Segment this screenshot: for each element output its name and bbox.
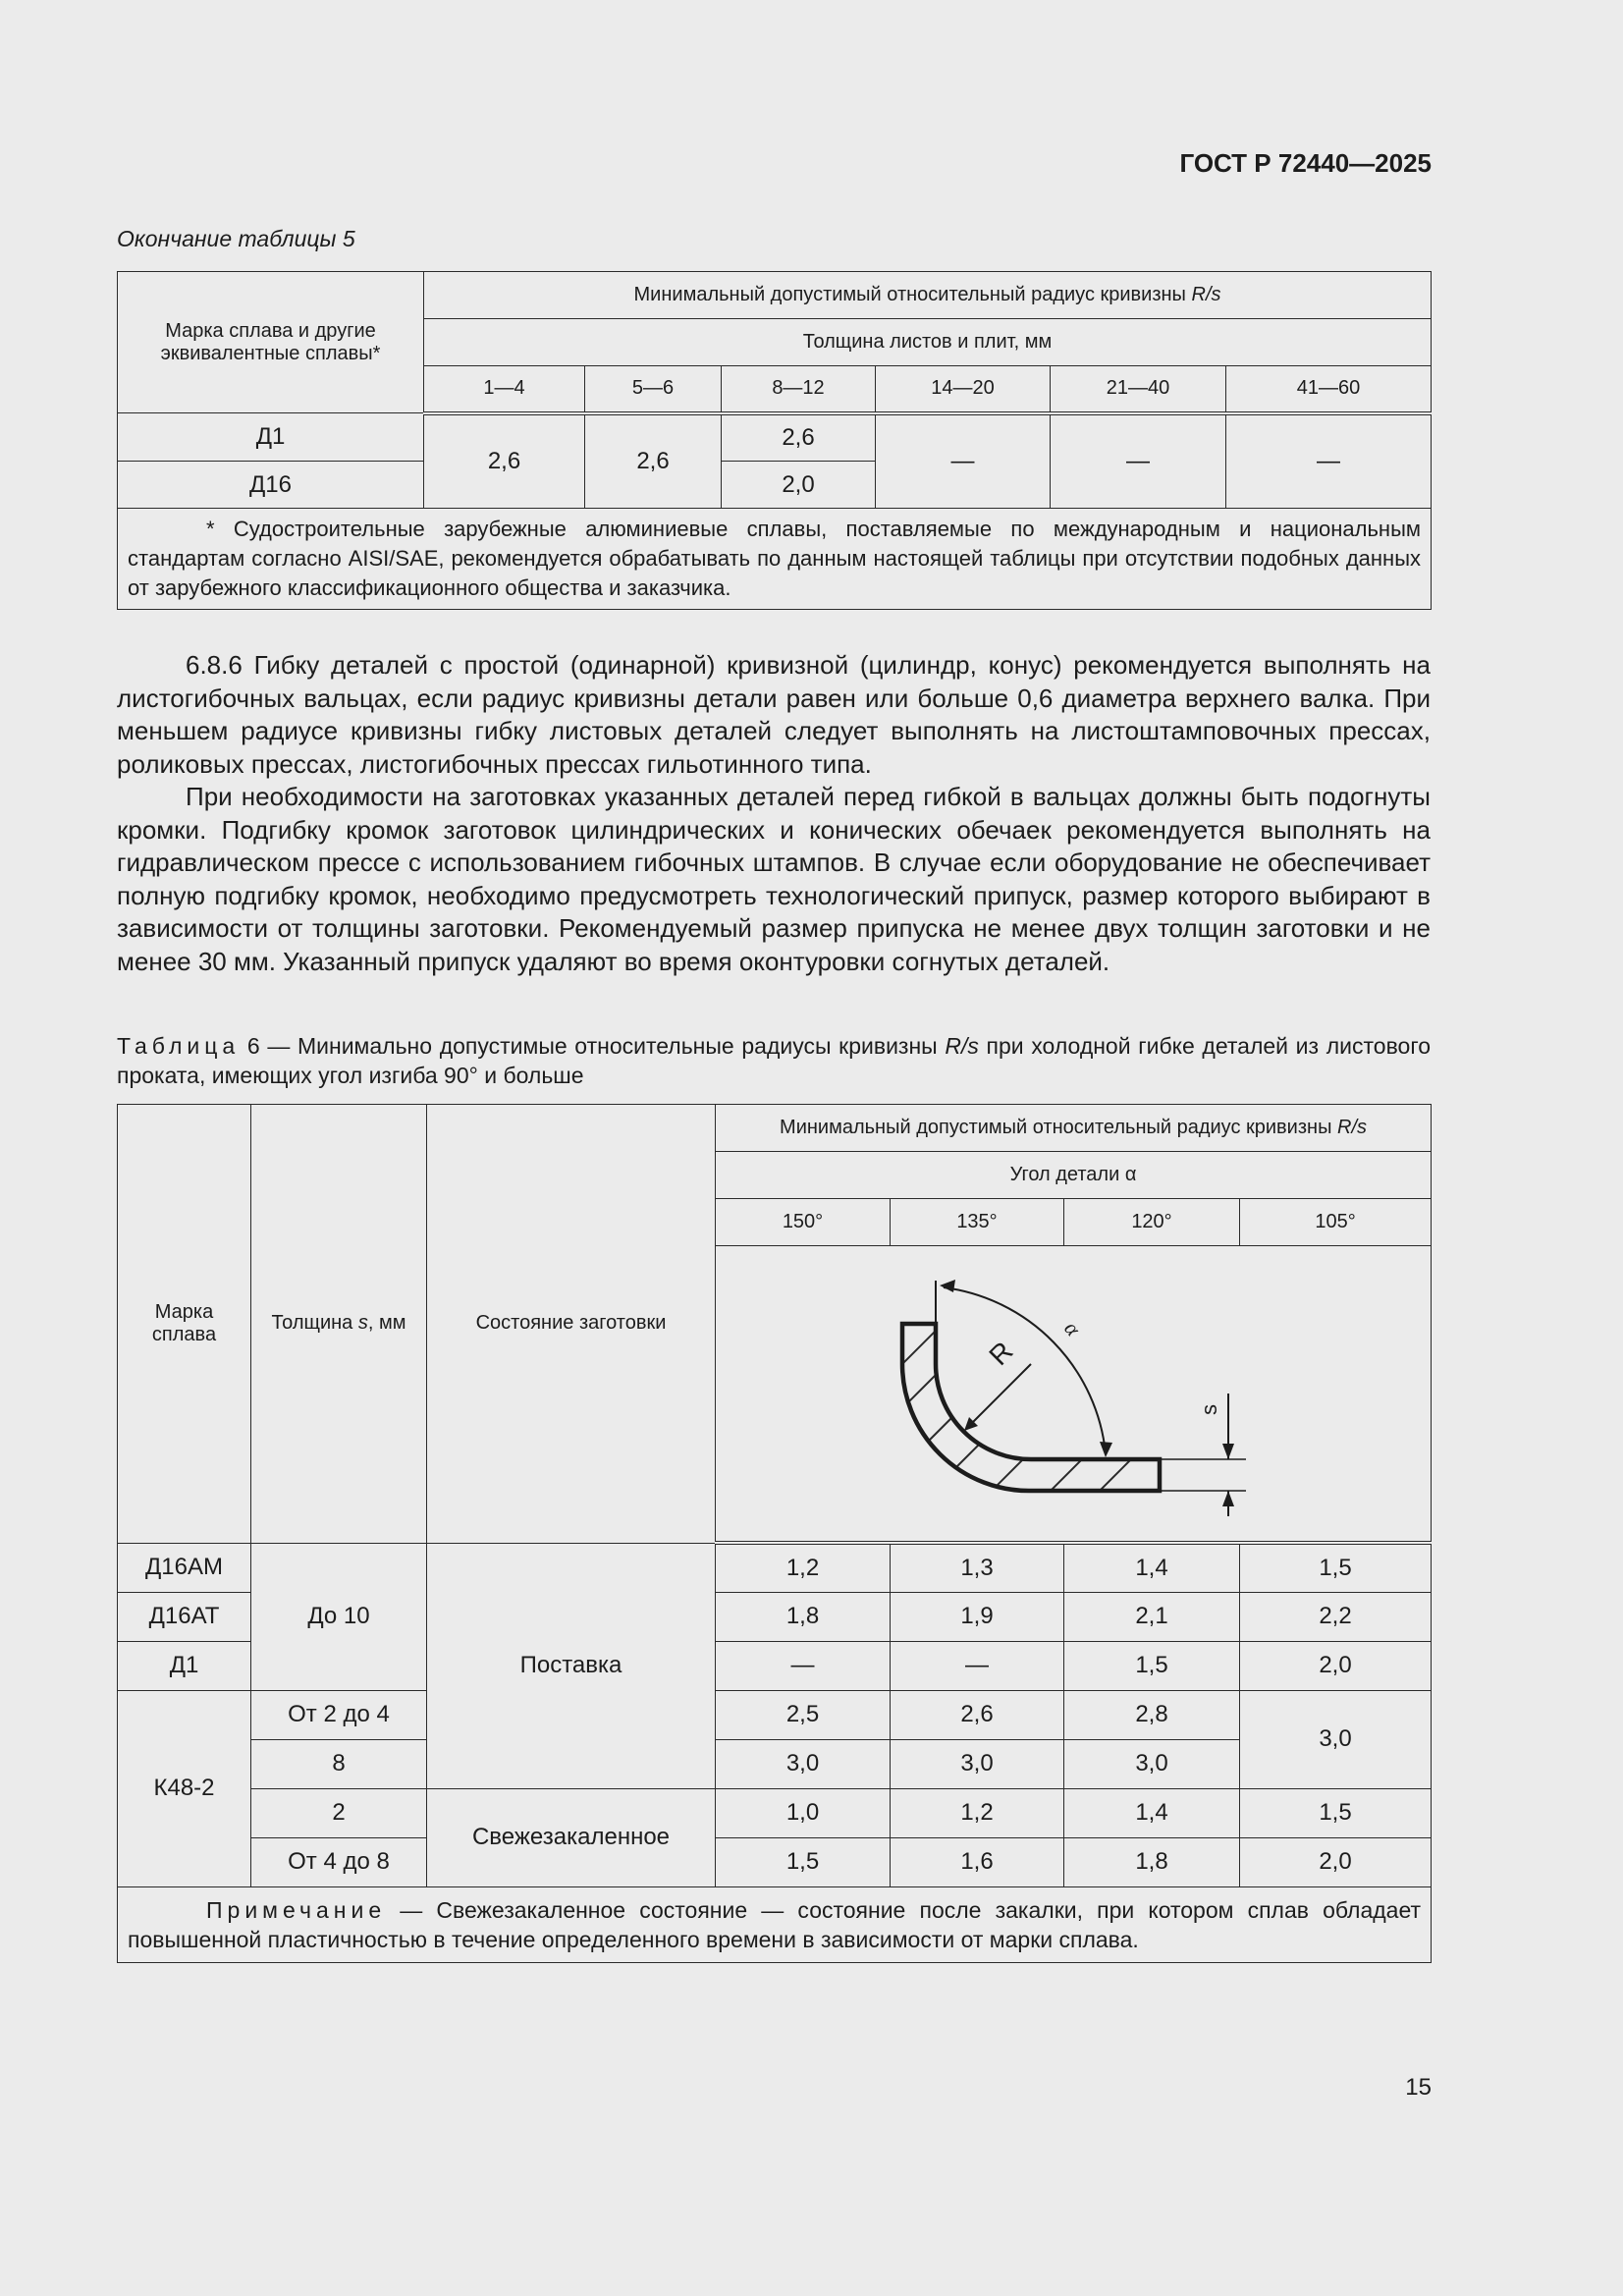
table6-thickness: 2 xyxy=(251,1788,427,1837)
table6-value: — xyxy=(891,1641,1064,1690)
table6-value: 1,5 xyxy=(1240,1788,1432,1837)
table6-note xyxy=(118,1886,1432,1962)
table6-thickness: От 4 до 8 xyxy=(251,1837,427,1886)
table6-caption-text-a: — Минимально допустимые относительные радиусы кривизны xyxy=(259,1033,946,1059)
table6-value: 1,6 xyxy=(891,1837,1064,1886)
table5-value: 2,0 xyxy=(722,462,876,509)
table5-caption: Окончание таблицы 5 xyxy=(117,226,355,251)
table6-angle-col: 150° xyxy=(716,1199,891,1246)
table6-value: — xyxy=(716,1641,891,1690)
table5-col-radius xyxy=(424,272,1432,319)
table5-value: 2,6 xyxy=(424,413,585,509)
table5-alloy-d1: Д1 xyxy=(118,413,424,462)
radius-label: R xyxy=(983,1336,1019,1372)
table5-value: 2,6 xyxy=(722,413,876,462)
table6-value: 3,0 xyxy=(891,1739,1064,1788)
table6-col-thickness xyxy=(251,1105,427,1544)
table6-value: 1,0 xyxy=(716,1788,891,1837)
table6-value: 3,0 xyxy=(1064,1739,1240,1788)
table6-value: 1,8 xyxy=(716,1592,891,1641)
table5-value: — xyxy=(876,413,1051,509)
table6-caption-text-b: при холодной гибке деталей из листового проката, имеющих угол изгиба 90° и больше xyxy=(117,1033,1431,1088)
table6-value: 2,8 xyxy=(1064,1690,1240,1739)
table5-thickness-col: 8—12 xyxy=(722,366,876,413)
table6-angle-col: 120° xyxy=(1064,1199,1240,1246)
table6-col-thickness-a: Толщина xyxy=(271,1312,358,1335)
bend-figure-cell xyxy=(716,1246,1432,1544)
page-number: 15 xyxy=(1405,2074,1432,2101)
table6-value: 1,9 xyxy=(891,1592,1064,1641)
table6-value: 1,5 xyxy=(1240,1543,1432,1592)
table6-alloy: Д16АМ xyxy=(118,1543,251,1592)
table6-thickness: От 2 до 4 xyxy=(251,1690,427,1739)
table5-col-radius-text: Минимальный допустимый относительный радиус кривизны xyxy=(633,284,1186,305)
table6-value: 2,0 xyxy=(1240,1837,1432,1886)
table6-col-radius xyxy=(716,1105,1432,1152)
table5-value: — xyxy=(1051,413,1226,509)
paragraph: 6.8.6 Гибку деталей с простой (одинарной) кривизной (цилиндр, конус) рекомендуется выполнять на листогибочных вальцах, если радиус кривизны детали равен или больше 0,6 диаметра верхнего валка. При меньшем радиусе кривизны гибку листовых деталей следует выполнять на листоштамповочных прессах, роликовых прессах, листогибочных прессах гильотинного типа. xyxy=(117,650,1431,779)
radius-line xyxy=(966,1364,1031,1429)
table5-thickness-col: 1—4 xyxy=(424,366,585,413)
table5-value: — xyxy=(1226,413,1432,509)
table5-footnote-text: * Судостроительные зарубежные алюминиевые сплавы, поставляемые по международным и национальным стандартам согласно AISI/SAE, рекомендуется обрабатывать по данным настоящей таблицы при отсутствии подобных данных от зарубежного классификационного общества и заказчика. xyxy=(128,517,1422,600)
table6-value: 1,5 xyxy=(716,1837,891,1886)
table6-value: 1,2 xyxy=(891,1788,1064,1837)
table5-thickness-col: 41—60 xyxy=(1226,366,1432,413)
table5-value: 2,6 xyxy=(585,413,722,509)
table6-value: 1,8 xyxy=(1064,1837,1240,1886)
table-5 xyxy=(117,271,1432,610)
table6-value: 1,5 xyxy=(1064,1641,1240,1690)
table6-note-text: — Свежезакаленное состояние — состояние после закалки, при котором сплав обладает повышенной пластичностью в течение определенного времени в зависимости от марки сплава. xyxy=(128,1896,1422,1952)
table5-col-radius-var: R/s xyxy=(1191,284,1221,305)
table6-col-state: Состояние заготовки xyxy=(427,1105,716,1544)
table5-col-alloy: Марка сплава и другие эквивалентные сплавы* xyxy=(118,272,424,413)
table6-value: 1,4 xyxy=(1064,1543,1240,1592)
table6-value: 1,4 xyxy=(1064,1788,1240,1837)
table6-thickness: До 10 xyxy=(251,1543,427,1690)
table6-value: 2,5 xyxy=(716,1690,891,1739)
table5-thickness-col: 21—40 xyxy=(1051,366,1226,413)
table6-state: Поставка xyxy=(427,1543,716,1788)
table6-alloy: Д1 xyxy=(118,1641,251,1690)
document-code: ГОСТ Р 72440—2025 xyxy=(1179,148,1432,178)
table6-caption-var: R/s xyxy=(945,1033,979,1059)
table5-col-thickness: Толщина листов и плит, мм xyxy=(424,319,1432,366)
table6-value: 3,0 xyxy=(716,1739,891,1788)
section-6-8-6 xyxy=(117,649,1431,978)
bent-part-outline xyxy=(902,1324,1160,1491)
table6-value: 2,2 xyxy=(1240,1592,1432,1641)
table6-col-radius-var: R/s xyxy=(1337,1117,1368,1138)
table6-col-thickness-b: , мм xyxy=(367,1312,406,1335)
table6-alloy: К48-2 xyxy=(118,1690,251,1886)
table5-thickness-col: 14—20 xyxy=(876,366,1051,413)
table6-col-alloy: Марка сплава xyxy=(118,1105,251,1544)
table6-state: Свежезакаленное xyxy=(427,1788,716,1886)
thickness-label: s xyxy=(1197,1404,1221,1415)
table6-col-radius-text: Минимальный допустимый относительный радиус кривизны xyxy=(780,1117,1332,1138)
table6-value: 2,6 xyxy=(891,1690,1064,1739)
table6-col-angle: Угол детали α xyxy=(716,1152,1432,1199)
table6-alloy: Д16АТ xyxy=(118,1592,251,1641)
table6-value: 3,0 xyxy=(1240,1690,1432,1788)
table6-value: 2,0 xyxy=(1240,1641,1432,1690)
table6-caption-num: 6 xyxy=(246,1033,260,1059)
table6-angle-col: 105° xyxy=(1240,1199,1432,1246)
table6-angle-col: 135° xyxy=(891,1199,1064,1246)
bend-diagram xyxy=(716,1246,1432,1541)
table5-footnote xyxy=(118,509,1432,610)
table6-caption xyxy=(117,1031,1431,1090)
angle-label: α xyxy=(1059,1316,1086,1341)
table-6 xyxy=(117,1104,1432,1963)
table6-col-thickness-var: s xyxy=(357,1312,368,1335)
table6-note-label: Примечание xyxy=(206,1896,387,1923)
table6-caption-label: Таблица xyxy=(117,1033,241,1059)
table5-thickness-col: 5—6 xyxy=(585,366,722,413)
table6-value: 2,1 xyxy=(1064,1592,1240,1641)
paragraph: При необходимости на заготовках указанных деталей перед гибкой в вальцах должны быть подогнуты кромки. Подгибку кромок заготовок цилиндрических и конических обечаек рекомендуется выполнять на гидравлическом прессе с использованием гибочных штампов. В случае если оборудование не обеспечивает полную подгибку кромок, необходимо предусмотреть технологический припуск, размер которого выбирают в зависимости от толщины заготовки. Рекомендуемый размер припуска не менее двух толщин заготовки и не менее 30 мм. Указанный припуск удаляют во время оконтуровки согнутых деталей. xyxy=(117,782,1431,976)
table6-thickness: 8 xyxy=(251,1739,427,1788)
table6-value: 1,2 xyxy=(716,1543,891,1592)
table5-alloy-d16: Д16 xyxy=(118,462,424,509)
table6-value: 1,3 xyxy=(891,1543,1064,1592)
